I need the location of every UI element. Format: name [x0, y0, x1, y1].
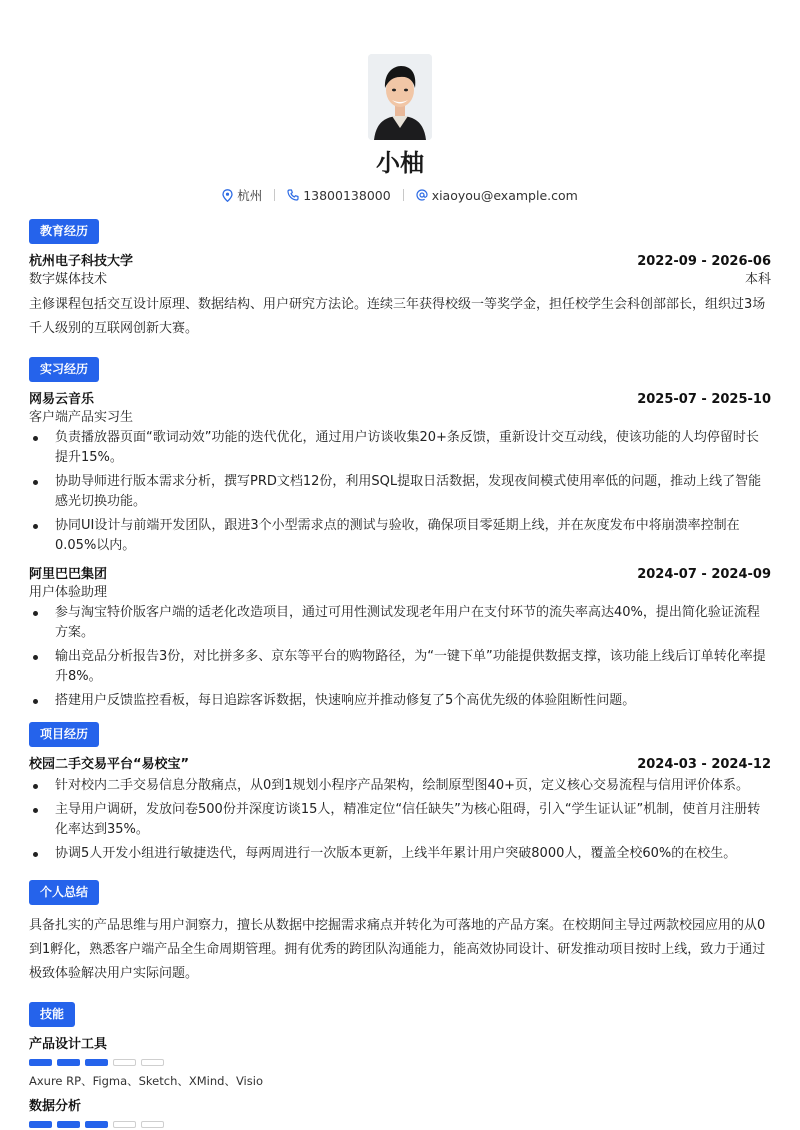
skill-description: Axure RP、Figma、Sketch、XMind、Visio: [29, 1074, 263, 1088]
internship-entry: [29, 391, 771, 556]
education-description: 主修课程包括交互设计原理、数据结构、用户研究方法论。连续三年获得校级一等奖学金，担任校学生会科创部部长，组织过3场千人级别的互联网创新大赛。: [29, 297, 766, 336]
list-item: 协同UI设计与前端开发团队，跟进3个小型需求点的测试与验收，确保项目零延期上线，并在灰度发布中将崩溃率控制在0.05%以内。: [29, 516, 771, 556]
skill-level-segment-filled: [57, 1121, 80, 1128]
skill-level-segment-empty: [141, 1121, 164, 1128]
contact-divider: [403, 189, 404, 201]
education-header-row: [29, 253, 771, 271]
avatar-photo: [368, 54, 432, 140]
at-sign-icon: [416, 189, 428, 201]
education-date: 2022-09 - 2026-06: [637, 254, 771, 269]
education-section: [29, 219, 771, 341]
internship-entry: [29, 566, 771, 711]
skill-entry: [29, 1098, 771, 1128]
skill-level-segment-empty: [141, 1059, 164, 1066]
responsibility-list: [29, 603, 771, 711]
skill-level-segment-empty: [113, 1121, 136, 1128]
project-date: 2024-03 - 2024-12: [637, 757, 771, 772]
contact-phone: [287, 188, 390, 203]
list-item: 负责播放器页面“歌词动效”功能的迭代优化，通过用户访谈收集20+条反馈，重新设计交互动线，使该功能的人均停留时长提升15%。: [29, 428, 771, 468]
section-title-summary: 个人总结: [29, 880, 99, 905]
candidate-name: 小柚: [376, 149, 424, 177]
skills-section: [29, 1002, 771, 1128]
email-text[interactable]: xiaoyou@example.com: [431, 187, 578, 203]
degree: 本科: [744, 272, 771, 287]
list-item: 协助导师进行版本需求分析，撰写PRD文档12份，利用SQL提取日活数据，发现夜间模式使用率低的问题，推动上线了智能感光切换功能。: [29, 472, 771, 512]
section-title-skills: 技能: [29, 1002, 75, 1027]
job-role: 用户体验助理: [29, 585, 108, 600]
internship-date: 2024-07 - 2024-09: [637, 567, 771, 582]
skill-level-segment-filled: [29, 1059, 52, 1066]
phone-text[interactable]: 13800138000: [303, 187, 391, 203]
project-entry: [29, 756, 771, 864]
list-item: 搭建用户反馈监控看板，每日追踪客诉数据，快速响应并推动修复了5个高优先级的体验阻断性问题。: [29, 691, 771, 711]
contact-divider: [274, 189, 275, 201]
major: 数字媒体技术: [29, 272, 108, 287]
phone-icon: [287, 189, 299, 201]
contact-location: [222, 186, 262, 204]
skill-name: 产品设计工具: [29, 1037, 108, 1052]
skill-level-bar: [29, 1121, 771, 1128]
section-title-education: 教育经历: [29, 219, 99, 244]
location-pin-icon: [222, 189, 233, 202]
section-title-internship: 实习经历: [29, 357, 99, 382]
resume-header: [29, 0, 771, 204]
list-item: 参与淘宝特价版客户端的适老化改造项目，通过可用性测试发现老年用户在支付环节的流失率高达40%，提出简化验证流程方案。: [29, 603, 771, 643]
school-name: 杭州电子科技大学: [29, 254, 134, 269]
location-text: 杭州: [237, 188, 263, 203]
project-header-row: [29, 756, 771, 774]
list-item: 针对校内二手交易信息分散痛点，从0到1规划小程序产品架构，绘制原型图40+页，定义核心交易流程与信用评价体系。: [29, 776, 771, 796]
section-title-projects: 项目经历: [29, 722, 99, 747]
skill-level-segment-empty: [113, 1059, 136, 1066]
project-bullet-list: [29, 776, 771, 864]
internship-header-row: [29, 391, 771, 409]
avatar: [368, 54, 432, 140]
skill-level-segment-filled: [57, 1059, 80, 1066]
skill-level-segment-filled: [85, 1121, 108, 1128]
job-role: 客户端产品实习生: [29, 410, 134, 425]
list-item: 输出竞品分析报告3份，对比拼多多、京东等平台的购物路径，为“一键下单”功能提供数据支撑，该功能上线后订单转化率提升8%。: [29, 647, 771, 687]
skill-level-segment-filled: [85, 1059, 108, 1066]
project-name: 校园二手交易平台“易校宝”: [29, 757, 190, 772]
responsibility-list: [29, 428, 771, 556]
internship-date: 2025-07 - 2025-10: [637, 392, 771, 407]
skill-entry: [29, 1036, 771, 1089]
skill-level-segment-filled: [29, 1121, 52, 1128]
company-name: 阿里巴巴集团: [29, 567, 108, 582]
list-item: 协调5人开发小组进行敏捷迭代，每两周进行一次版本更新，上线半年累计用户突破8000人，覆盖全校60%的在校生。: [29, 844, 771, 864]
projects-section: [29, 722, 771, 868]
internship-section: [29, 357, 771, 715]
summary-text: 具备扎实的产品思维与用户洞察力，擅长从数据中挖掘需求痛点并转化为可落地的产品方案。在校期间主导过两款校园应用的从0到1孵化，熟悉客户端产品全生命周期管理。拥有优秀的跨团队沟通能力，能高效协同设计、研发推动项目按时上线，致力于通过极致体验解决用户实际问题。: [29, 918, 766, 981]
skill-level-bar: [29, 1059, 771, 1066]
contact-line: [29, 186, 771, 204]
company-name: 网易云音乐: [29, 392, 95, 407]
list-item: 主导用户调研，发放问卷500份并深度访谈15人，精准定位“信任缺失”为核心阻碍，引入“学生证认证”机制，使首月注册转化率达到35%。: [29, 800, 771, 840]
skill-name: 数据分析: [29, 1099, 82, 1114]
internship-header-row: [29, 566, 771, 584]
education-sub-row: [29, 271, 771, 288]
contact-email: [416, 188, 578, 203]
summary-section: [29, 880, 771, 986]
